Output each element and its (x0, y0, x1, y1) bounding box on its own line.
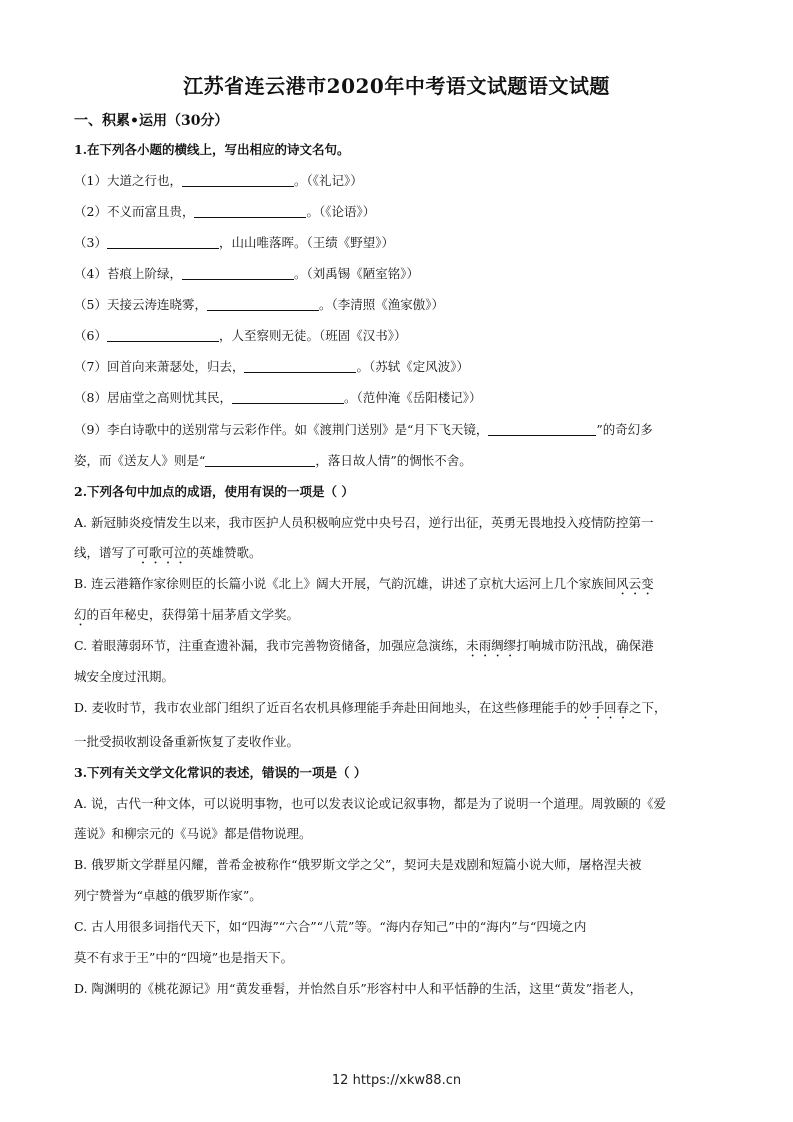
q1-item-6-prefix: （6） (74, 328, 107, 343)
q1-item-7-suffix: 。（苏轼《定风波》） (356, 359, 469, 374)
answer-blank[interactable] (107, 236, 219, 249)
q3-option-b: B. 俄罗斯文学群星闪耀，普希金被称作“俄罗斯文学之父”，契诃夫是戏剧和短篇小说大师，屠格涅夫被 (74, 857, 642, 872)
q3-option-c-continued: 莫不有求于王”中的“四境”也是指天下。 (74, 950, 294, 965)
q2-option-c (74, 638, 654, 660)
answer-blank[interactable] (488, 423, 596, 436)
q1-item-4-suffix: 。（刘禹锡《陋室铭》） (293, 266, 419, 281)
q1-item-9-suffix: ”的奇幻多 (596, 422, 653, 437)
q3-option-c: C. 古人用很多词指代天下，如“四海”“六合”“八荒”等。“海内存知己”中的“海内”与“四境之内 (74, 919, 587, 934)
q2-option-a: A. 新冠肺炎疫情发生以来，我市医护人员积极响应党中央号召，逆行出征，英勇无畏地投入疫情防控第一 (74, 515, 654, 530)
q2-option-d (74, 700, 667, 722)
q1-item-1-prefix: （1）大道之行也， (74, 173, 182, 188)
q2-option-c-text: C. 着眼薄弱环节，注重查遗补漏，我市完善物资储备，加强应急演练， (74, 638, 467, 653)
section-heading: 一、积累•运用（30分） (74, 113, 229, 129)
q2-option-b-text-end: 的百年秘史，获得第十届茅盾文学奖。 (86, 607, 300, 622)
q1-item-1 (74, 173, 363, 189)
q1-item-1-suffix: 。（《礼记》） (293, 173, 363, 188)
dotted-idiom: 可歌可泣 (136, 545, 187, 560)
q2-option-b (74, 576, 654, 598)
answer-blank[interactable] (205, 454, 315, 467)
q3-option-b-continued: 列宁赞誉为“卓越的俄罗斯作家”。 (74, 888, 262, 903)
q2-option-b-continued (74, 607, 299, 629)
q1-item-7 (74, 359, 469, 375)
q3-option-d: D. 陶渊明的《桃花源记》用“黄发垂髫，并怡然自乐”形容村中人和平恬静的生活，这里“黄发”指老人， (74, 981, 643, 996)
q1-item-8 (74, 390, 481, 406)
page-title: 江苏省连云港市2020年中考语文试题语文试题 (183, 74, 610, 98)
question-1-stem: 1.在下列各小题的横线上，写出相应的诗文名句。 (74, 142, 350, 157)
q2-option-c-text-end: 打响城市防汛战，确保港 (516, 638, 654, 653)
q1-item-9-line2-prefix: 姿，而《送友人》则是“ (74, 453, 206, 468)
dotted-idiom: 妙手回春 (579, 700, 630, 715)
q2-option-a-text-end: 的英雄赞歌。 (186, 545, 262, 560)
q2-option-b-text: B. 连云港籍作家徐则臣的长篇小说《北上》阔大开展，气韵沉雄，讲述了京杭大运河上几个家族间 (74, 576, 617, 591)
q1-item-9-continued (74, 453, 472, 469)
q1-item-6 (74, 328, 406, 344)
dotted-idiom: 幻 (74, 607, 87, 622)
answer-blank[interactable] (194, 205, 306, 218)
q1-item-2-prefix: （2）不义而富且贵， (74, 204, 195, 219)
q2-option-a-continued (74, 545, 262, 567)
q2-option-c-continued: 城安全度过汛期。 (74, 669, 175, 684)
dotted-idiom: 风云变 (616, 576, 654, 591)
q1-item-3-prefix: （3） (74, 235, 107, 250)
q1-item-4-prefix: （4）苔痕上阶绿， (74, 266, 182, 281)
q1-item-5-prefix: （5）天接云涛连晓雾， (74, 297, 207, 312)
answer-blank[interactable] (107, 329, 219, 342)
q1-item-7-prefix: （7）回首向来萧瑟处，归去， (74, 359, 245, 374)
q2-option-d-text: D. 麦收时节，我市农业部门组织了近百名农机具修理能手奔赴田间地头，在这些修理能手的 (74, 700, 580, 715)
q1-item-3 (74, 235, 394, 251)
answer-blank[interactable] (207, 298, 319, 311)
q1-item-6-suffix: ，人至察则无徒。（班固《汉书》） (218, 328, 407, 343)
q3-option-a: A. 说，古代一种文体，可以说明事物，也可以发表议论或记叙事物，都是为了说明一个道理。周敦颐的《爱 (74, 796, 666, 811)
q1-item-5 (74, 297, 444, 313)
q1-item-4 (74, 266, 419, 282)
q1-item-5-suffix: 。（李清照《渔家傲》） (318, 297, 444, 312)
question-2-stem: 2.下列各句中加点的成语，使用有误的一项是（ ） (74, 484, 354, 499)
q2-option-a-text: 线，谱写了 (74, 545, 137, 560)
q1-item-8-prefix: （8）居庙堂之高则忧其民， (74, 390, 232, 405)
dotted-idiom: 未雨绸缪 (466, 638, 517, 653)
q1-item-9-prefix: （9）李白诗歌中的送别常与云彩作伴。如《渡荆门送别》是“月下飞天镜， (74, 422, 489, 437)
q3-option-a-continued: 莲说》和柳宗元的《马说》都是借物说理。 (74, 826, 312, 841)
q1-item-9-line2-suffix: ，落日故人情”的惆怅不舍。 (315, 453, 472, 468)
q2-option-d-continued: 一批受损收割设备重新恢复了麦收作业。 (74, 734, 300, 749)
question-3-stem: 3.下列有关文学文化常识的表述，错误的一项是（ ） (74, 765, 367, 780)
q1-item-9 (74, 422, 653, 438)
q1-item-2-suffix: 。（《论语》） (306, 204, 376, 219)
q1-item-2 (74, 204, 375, 220)
answer-blank[interactable] (182, 174, 294, 187)
answer-blank[interactable] (182, 267, 294, 280)
answer-blank[interactable] (244, 360, 356, 373)
q1-item-8-suffix: 。（范仲淹《岳阳楼记》） (343, 390, 482, 405)
page-footer: 12 https://xkw88.cn (331, 1073, 462, 1088)
q1-item-3-suffix: ，山山唯落晖。（王绩《野望》） (218, 235, 394, 250)
answer-blank[interactable] (232, 391, 344, 404)
q2-option-d-text-end: 之下， (629, 700, 667, 715)
